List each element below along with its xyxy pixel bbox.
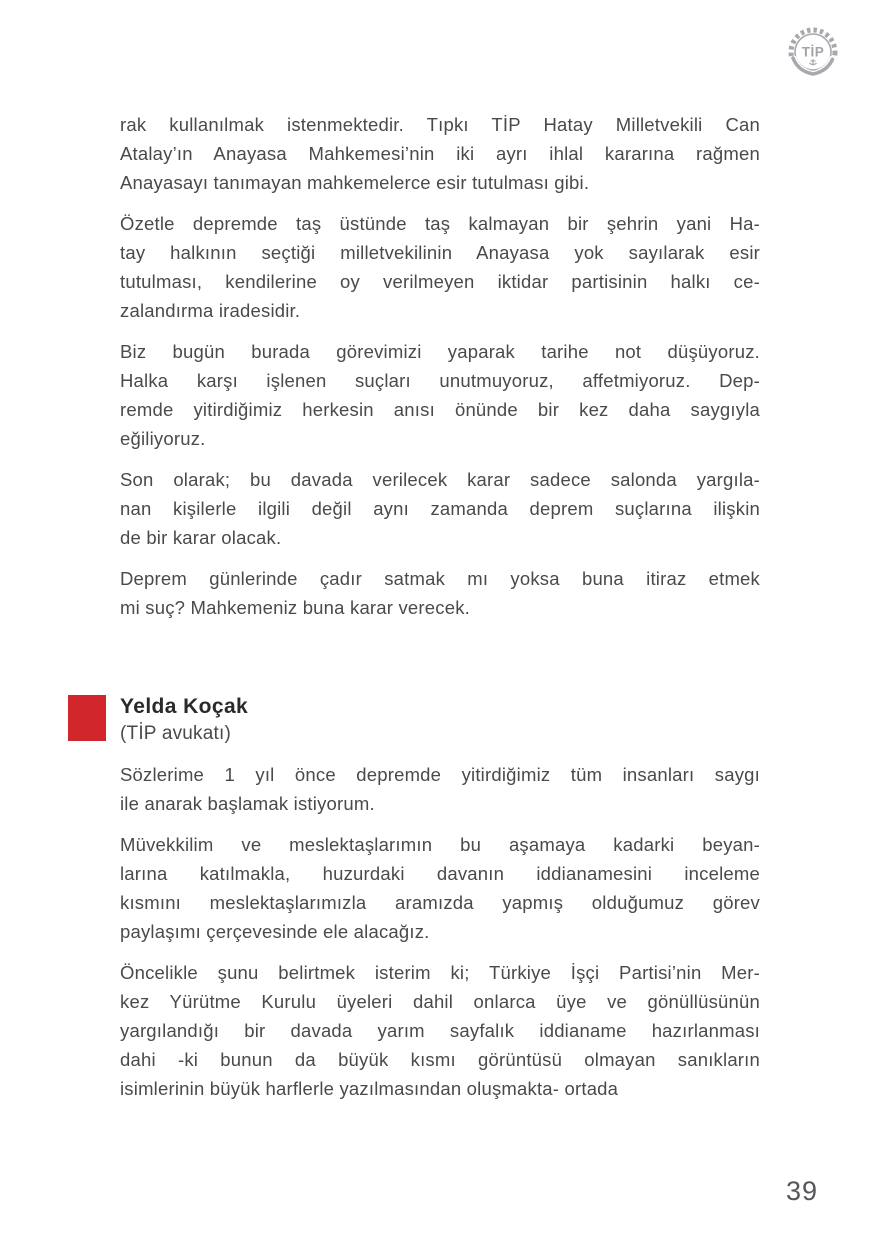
text-line: ile anarak başlamak istiyorum. bbox=[120, 793, 375, 814]
paragraph bbox=[120, 830, 760, 946]
text-line: kez Yürütme Kurulu üyeleri dahil onlarca üye ve gönüllüsünün bbox=[120, 991, 760, 1012]
red-square-marker bbox=[68, 695, 106, 741]
text-line: isimlerinin büyük harflerle yazılmasından oluşmakta- ortada bbox=[120, 1078, 619, 1099]
text-line: Sözlerime 1 yıl önce depremde yitirdiğimiz tüm insanları saygı bbox=[120, 764, 760, 785]
paragraph bbox=[120, 465, 760, 552]
page-number: 39 bbox=[785, 1176, 818, 1206]
text-line: mi suç? Mahkemeniz buna karar verecek. bbox=[120, 597, 470, 618]
text-line: Deprem günlerinde çadır satmak mı yoksa buna itiraz etmek bbox=[120, 568, 760, 589]
text-line: paylaşımı çerçevesinde ele alacağız. bbox=[120, 921, 430, 942]
text-line: Son olarak; bu davada verilecek karar sadece salonda yargıla- bbox=[120, 469, 760, 490]
text-line: nan kişilerle ilgili değil aynı zamanda deprem suçlarına ilişkin bbox=[120, 498, 760, 519]
text-line: Müvekkilim ve meslektaşlarımın bu aşamaya kadarki beyan- bbox=[120, 834, 760, 855]
paragraph bbox=[120, 760, 760, 818]
paragraph bbox=[120, 564, 760, 622]
speaker-role: (TİP avukatı) bbox=[120, 723, 232, 744]
text-line: de bir karar olacak. bbox=[120, 527, 282, 548]
text-line: Biz bugün burada görevimizi yaparak tarihe not düşüyoruz. bbox=[120, 341, 760, 362]
text-line: dahi -ki bunun da büyük kısmı görüntüsü olmayan sanıkların bbox=[120, 1049, 760, 1070]
text-line: tay halkının seçtiği milletvekilinin Anayasa yok sayılarak esir bbox=[120, 242, 760, 263]
page-content bbox=[120, 110, 760, 1115]
text-line: rak kullanılmak istenmektedir. Tıpkı TİP Hatay Milletvekili Can bbox=[120, 114, 760, 135]
text-line: Anayasayı tanımayan mahkemelerce esir tutulması gibi. bbox=[120, 172, 590, 193]
text-line: eğiliyoruz. bbox=[120, 428, 206, 449]
tip-logo-text: TİP bbox=[801, 44, 825, 60]
text-line: Atalay’ın Anayasa Mahkemesi’nin iki ayrı ihlal kararına rağmen bbox=[120, 143, 760, 164]
paragraph bbox=[120, 958, 760, 1103]
body-text-bottom bbox=[120, 760, 760, 1103]
text-line: kısmını meslektaşlarımızla aramızda yapmış olduğumuz görev bbox=[120, 892, 760, 913]
text-line: remde yitirdiğimiz herkesin anısı önünde bir kez daha saygıyla bbox=[120, 399, 760, 420]
speaker-name: Yelda Koçak bbox=[120, 695, 249, 718]
text-line: Halka karşı işlenen suçları unutmuyoruz, affetmiyoruz. Dep- bbox=[120, 370, 760, 391]
body-text-top bbox=[120, 110, 760, 622]
text-line: Öncelikle şunu belirtmek isterim ki; Türkiye İşçi Partisi’nin Mer- bbox=[120, 962, 760, 983]
tip-party-emblem-icon bbox=[785, 25, 841, 81]
paragraph bbox=[120, 110, 760, 197]
text-line: yargılandığı bir davada yarım sayfalık iddianame hazırlanması bbox=[120, 1020, 760, 1041]
paragraph bbox=[120, 337, 760, 453]
text-line: zalandırma iradesidir. bbox=[120, 300, 301, 321]
tip-logo bbox=[785, 25, 841, 81]
section-heading bbox=[120, 694, 760, 747]
text-line: larına katılmakla, huzurdaki davanın iddianamesini inceleme bbox=[120, 863, 760, 884]
text-line: Özetle depremde taş üstünde taş kalmayan bir şehrin yani Ha- bbox=[120, 213, 760, 234]
paragraph bbox=[120, 209, 760, 325]
text-line: tutulması, kendilerine oy verilmeyen iktidar partisinin halkı ce- bbox=[120, 271, 760, 292]
